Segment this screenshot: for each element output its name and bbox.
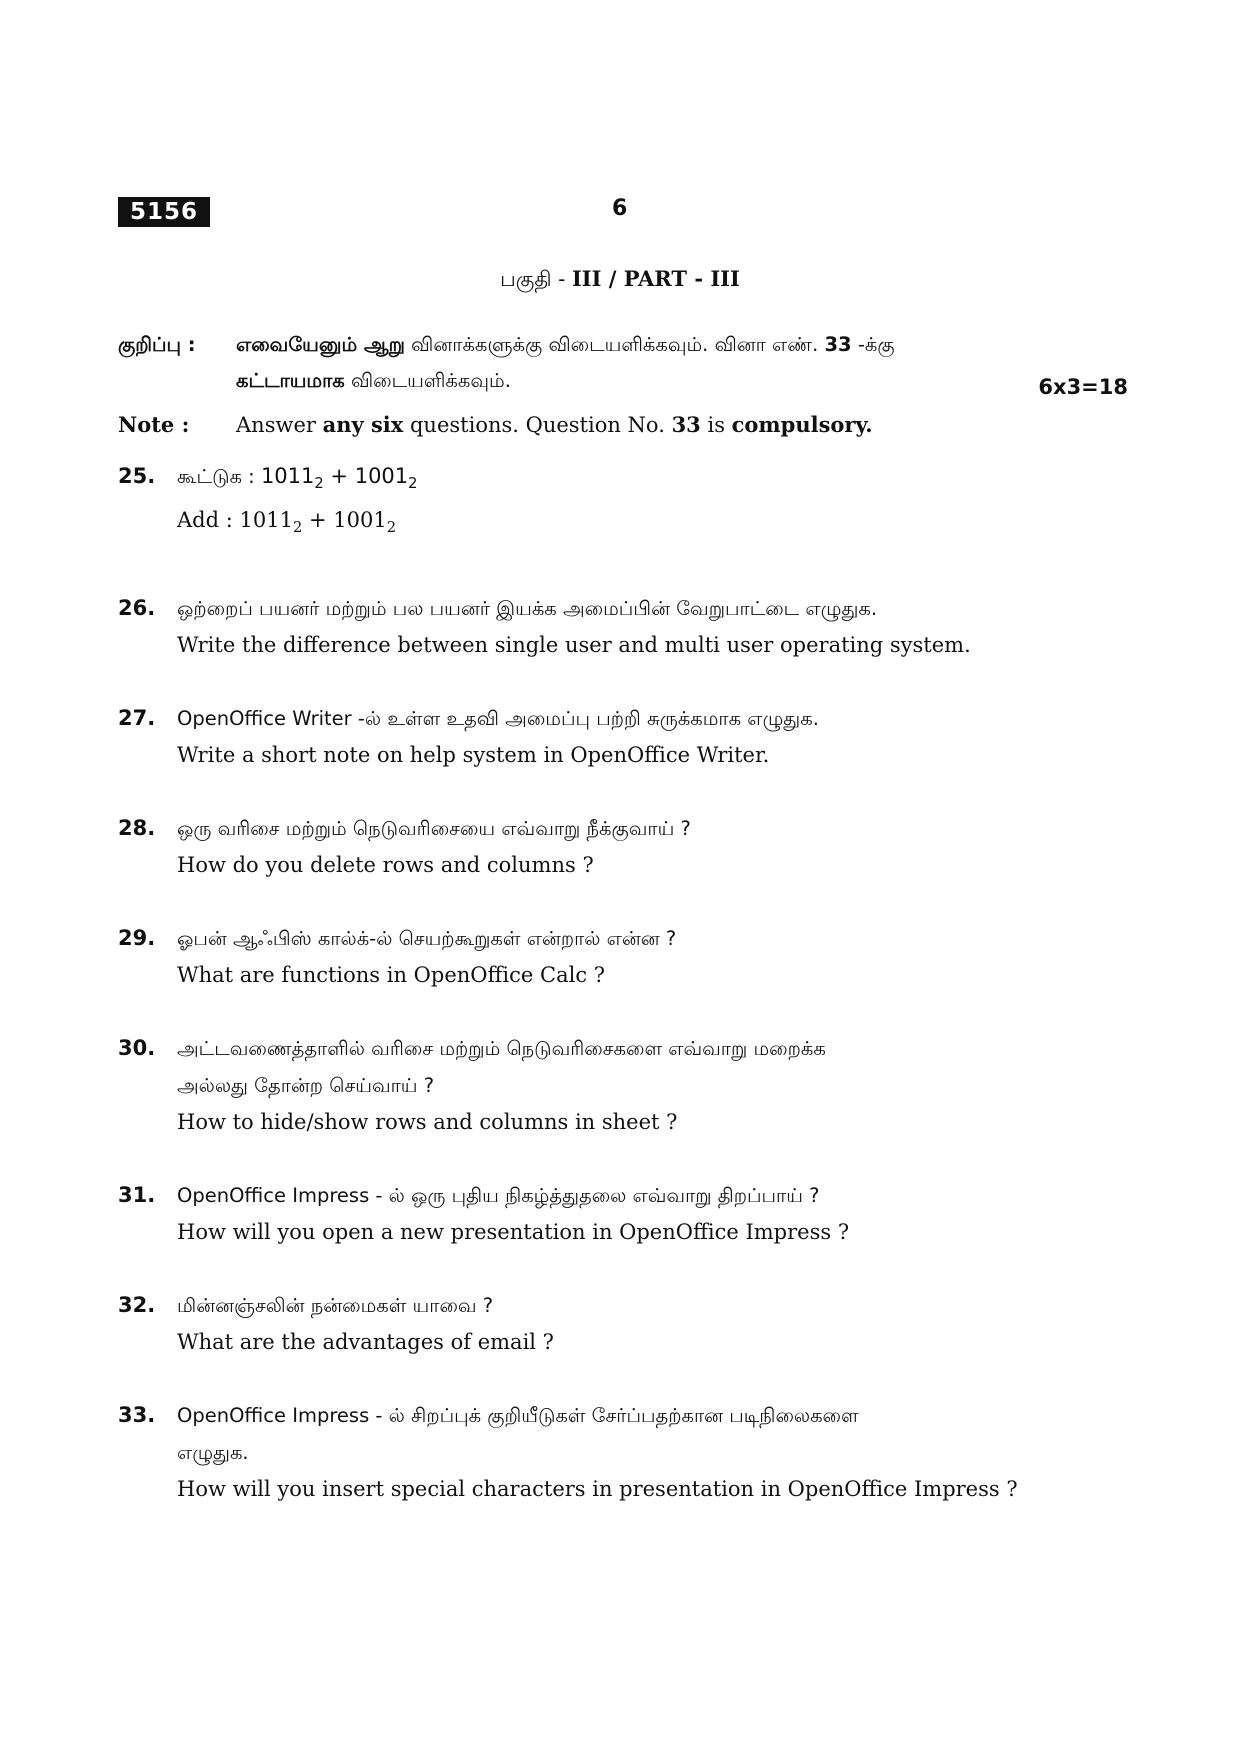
question-number: 30.: [118, 1036, 156, 1061]
question-tamil: OpenOffice Writer -ல் உள்ள உதவி அமைப்பு பற்றி சுருக்கமாக எழுதுக.: [177, 707, 819, 731]
question-number: 26.: [118, 596, 156, 621]
question-english: How will you open a new presentation in OpenOffice Impress ?: [177, 1220, 850, 1245]
term1-base: 1011: [260, 464, 315, 488]
term2-sub: 2: [386, 519, 397, 537]
plus-sign: +: [302, 508, 334, 533]
question-tamil: அட்டவணைத்தாளில் வரிசை மற்றும் நெடுவரிசைகளை எவ்வாறு மறைக்க: [177, 1037, 826, 1061]
question-number: 32.: [118, 1293, 156, 1318]
question-31: [118, 1177, 1128, 1251]
question-32: [118, 1287, 1128, 1361]
part-title: [0, 266, 1240, 294]
question-tamil: OpenOffice Impress - ல் சிறப்புக் குறியீடுகள் சேர்ப்பதற்கான படிநிலைகளை: [177, 1404, 859, 1428]
instructions: [118, 327, 1128, 443]
question-english: Write a short note on help system in OpenOffice Writer.: [177, 743, 770, 768]
question-tamil: OpenOffice Impress - ல் ஒரு புதிய நிகழ்த்துதலை எவ்வாறு திறப்பாய் ?: [177, 1184, 820, 1208]
question-english: How will you insert special characters in presentation in OpenOffice Impress ?: [177, 1477, 1018, 1502]
question-number: 33.: [118, 1403, 156, 1428]
marks-scheme: 6x3=18: [1038, 375, 1128, 399]
english-any-six: any six: [322, 412, 404, 437]
question-english: How to hide/show rows and columns in sheet ?: [177, 1110, 678, 1135]
binary-sum-ta: [260, 464, 418, 493]
tamil-instruction: [118, 327, 1128, 399]
question-tamil: மின்னஞ்சலின் நன்மைகள் யாவை ?: [177, 1294, 494, 1318]
english-compulsory-qnum: 33: [671, 412, 701, 437]
question-tamil-line-2: எழுதுக.: [177, 1441, 249, 1465]
question-tamil-line-2: அல்லது தோன்ற செய்வாய் ?: [177, 1074, 435, 1098]
question-english: [177, 502, 1128, 546]
tamil-instruction-text-2: விடையளிக்கவும்.: [344, 369, 511, 392]
question-33: [118, 1397, 1128, 1508]
question-number: 25.: [118, 464, 156, 488]
question-english: How do you delete rows and columns ?: [177, 853, 594, 878]
term1-sub: 2: [292, 519, 303, 537]
english-compulsory: compulsory.: [731, 412, 873, 437]
question-tamil: ஒரு வரிசை மற்றும் நெடுவரிசையை எவ்வாறு நீக்குவாய் ?: [177, 817, 691, 841]
paper-code-badge: 5156: [118, 197, 210, 227]
question-28: [118, 810, 1128, 884]
english-instruction: [118, 407, 1128, 443]
term2-sub: 2: [408, 475, 418, 493]
tamil-any-six: எவையேனும் ஆறு: [236, 333, 405, 356]
question-number: 27.: [118, 706, 156, 731]
question-tamil: [177, 458, 1128, 502]
question-25: [118, 458, 1128, 546]
question-tamil-prefix: கூட்டுக :: [177, 465, 261, 488]
tamil-compulsory: கட்டாயமாக: [236, 369, 345, 392]
question-number: 29.: [118, 926, 156, 951]
question-english-prefix: Add :: [177, 508, 240, 533]
question-tamil: ஒற்றைப் பயனர் மற்றும் பல பயனர் இயக்க அமைப்பின் வேறுபாட்டை எழுதுக.: [177, 597, 878, 621]
term2-base: 1001: [333, 508, 387, 533]
english-instruction-text-1: Answer: [236, 413, 323, 437]
question-english: What are functions in OpenOffice Calc ?: [177, 963, 606, 988]
part-title-sep: -: [551, 267, 572, 291]
question-list: [118, 458, 1128, 1544]
english-instruction-text-3: is: [700, 413, 732, 437]
english-note-label: Note :: [118, 412, 190, 437]
term1-base: 1011: [239, 508, 293, 533]
tamil-instruction-suffix: -க்கு: [851, 333, 895, 356]
question-26: [118, 590, 1128, 664]
question-number: 28.: [118, 816, 156, 841]
part-title-ta: பகுதி: [500, 267, 552, 291]
question-tamil: ஓபன் ஆஃபிஸ் கால்க்-ல் செயற்கூறுகள் என்றால் என்ன ?: [177, 927, 677, 951]
question-english: What are the advantages of email ?: [177, 1330, 554, 1355]
question-30: [118, 1030, 1128, 1141]
part-title-en: III / PART - III: [571, 266, 740, 291]
question-english: Write the difference between single user and multi user operating system.: [177, 633, 971, 658]
question-27: [118, 700, 1128, 774]
tamil-note-label: குறிப்பு :: [118, 333, 196, 356]
english-instruction-text-2: questions. Question No.: [403, 413, 672, 437]
term1-sub: 2: [314, 475, 324, 493]
term2-base: 1001: [354, 464, 409, 488]
tamil-instruction-text-1: வினாக்களுக்கு விடையளிக்கவும். வினா எண்.: [404, 333, 825, 356]
question-number: 31.: [118, 1183, 156, 1208]
question-29: [118, 920, 1128, 994]
tamil-compulsory-qnum: 33: [824, 333, 852, 356]
plus-sign: +: [323, 464, 355, 488]
page-number: 6: [612, 196, 628, 221]
